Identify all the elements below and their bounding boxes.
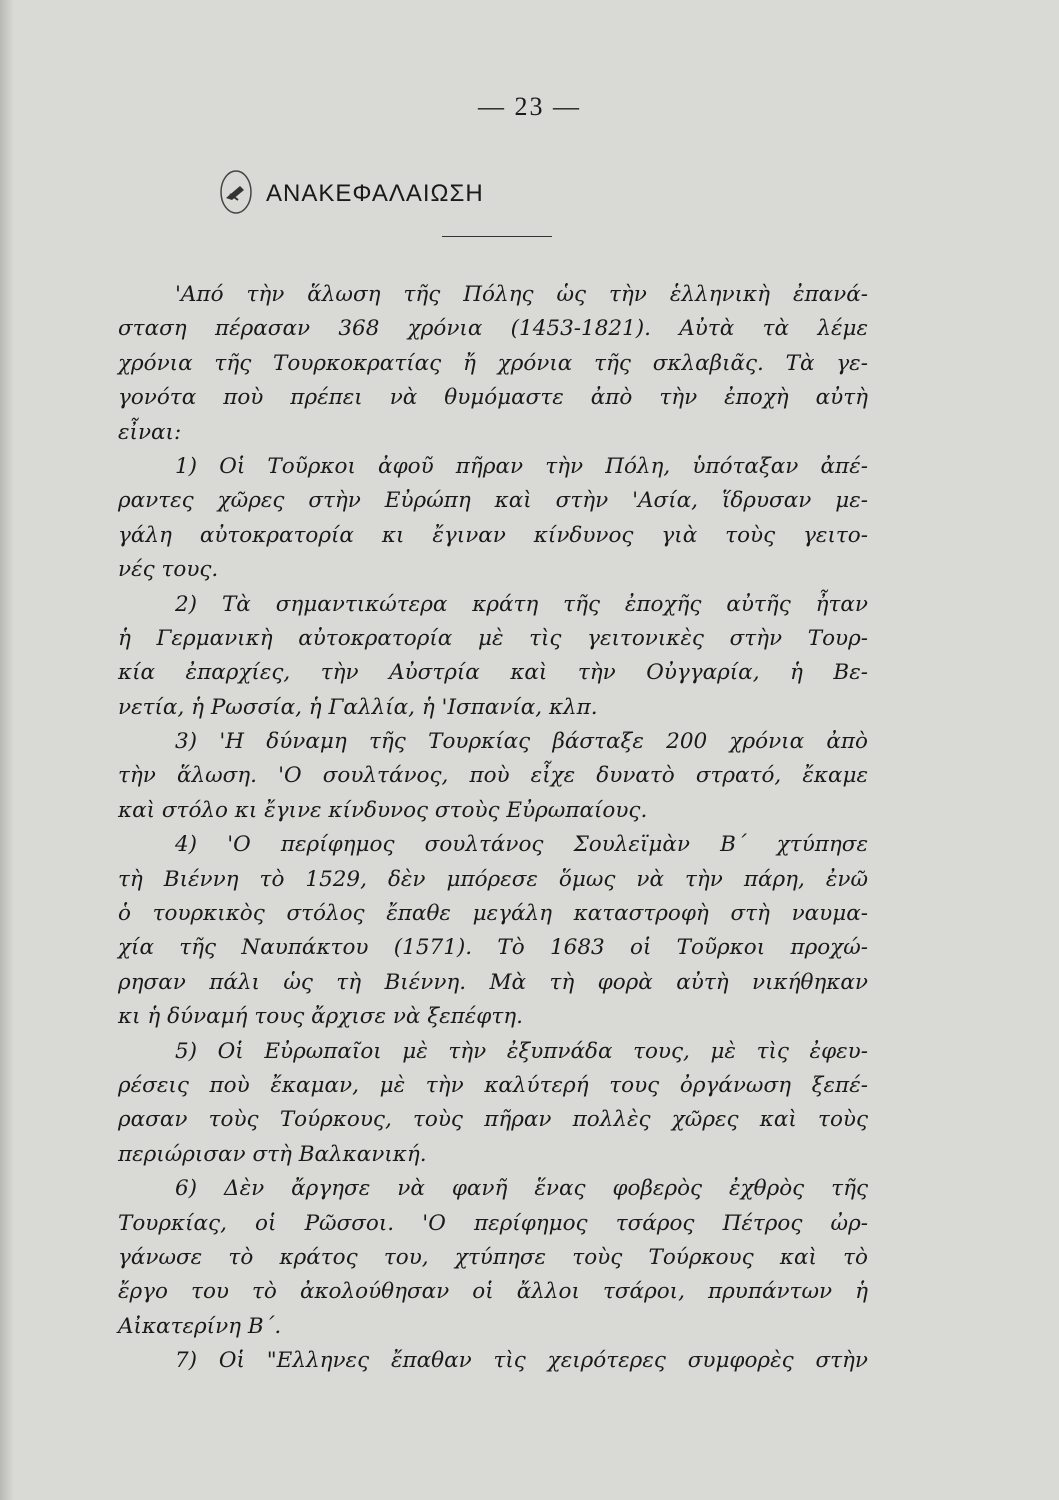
text-line: χρόνια τῆς Τουρκοκρατίας ἤ χρόνια τῆς σκλαβιᾶς. Τὰ γε- — [118, 350, 868, 376]
text-line: 3) 'Η δύναμη τῆς Τουρκίας βάσταξε 200 χρόνια ἀπὸ — [175, 729, 868, 755]
text-line: ἡ Γερμανικὴ αὐτοκρατορία μὲ τὶς γειτονικὲς στὴν Τουρ- — [118, 625, 868, 651]
text-line: γάλη αὐτοκρατορία κι ἔγιναν κίνδυνος γιὰ τοὺς γειτο- — [118, 522, 868, 548]
text-line: ὁ τουρκικὸς στόλος ἔπαθε μεγάλη καταστροφὴ στὴ ναυμα- — [118, 901, 868, 927]
text-line: 2) Τὰ σημαντικώτερα κράτη τῆς ἐποχῆς αὐτῆς ἦταν — [175, 591, 868, 617]
text-line: σταση πέρασαν 368 χρόνια (1453-1821). Αὐτὰ τὰ λέμε — [118, 316, 868, 342]
paragraph — [118, 1344, 868, 1378]
paragraph — [118, 1035, 868, 1173]
text-line: νές τους. — [118, 557, 219, 583]
text-line: Τουρκίας, οἱ Ρῶσσοι. 'Ο περίφημος τσάρος Πέτρος ὠρ- — [118, 1210, 868, 1236]
heading-title: ΑΝΑΚΕΦΑΛΑΙΩΣΗ — [266, 180, 484, 207]
text-line: 'Από τὴν ἅλωση τῆς Πόλης ὡς τὴν ἑλληνικὴ ἐπανά- — [175, 282, 868, 307]
page-edge-shadow — [0, 0, 14, 1500]
text-line: 4) 'Ο περίφημος σουλτάνος Σουλεϊμὰν Β΄ χτύπησε — [175, 832, 868, 858]
body-text — [118, 278, 868, 1379]
text-line: Αἰκατερίνη Β΄. — [118, 1313, 282, 1339]
paragraph — [118, 828, 868, 1034]
text-line: 1) Οἱ Τοῦρκοι ἀφοῦ πῆραν τὴν Πόλη, ὑπόταξαν ἀπέ- — [175, 453, 868, 479]
text-line: ρέσεις ποὺ ἔκαμαν, μὲ τὴν καλύτερή τους ὀργάνωση ξεπέ- — [118, 1072, 868, 1098]
paragraph — [118, 725, 868, 828]
text-line: ρασαν τοὺς Τούρκους, τοὺς πῆραν πολλὲς χῶρες καὶ τοὺς — [118, 1107, 868, 1133]
page-number: — 23 — — [478, 92, 581, 121]
text-line: ἔργο του τὸ ἀκολούθησαν οἱ ἄλλοι τσάροι, πρυπάντων ἡ — [118, 1279, 868, 1305]
handwritten-mark-icon — [216, 168, 256, 220]
text-line: γάνωσε τὸ κράτος του, χτύπησε τοὺς Τούρκους καὶ τὸ — [118, 1244, 868, 1270]
text-line: 6) Δὲν ἄργησε νὰ φανῆ ἕνας φοβερὸς ἐχθρὸς τῆς — [175, 1176, 868, 1202]
text-line: κία ἐπαρχίες, τὴν Αὐστρία καὶ τὴν Οὐγγαρία, ἡ Βε- — [118, 660, 868, 686]
text-line: εἶναι: — [118, 419, 182, 445]
paragraph — [118, 1172, 868, 1344]
heading-divider — [442, 236, 552, 237]
paragraph — [118, 450, 868, 588]
text-line: ραντες χῶρες στὴν Εὐρώπη καὶ στὴν 'Ασία, ἵδρυσαν με- — [118, 488, 868, 514]
text-line: κι ἡ δύναμή τους ἄρχισε νὰ ξεπέφτη. — [118, 1004, 523, 1030]
text-line: γονότα ποὺ πρέπει νὰ θυμόμαστε ἀπὸ τὴν ἐποχὴ αὐτὴ — [118, 385, 868, 411]
text-line: 5) Οἱ Εὐρωπαῖοι μὲ τὴν ἐξυπνάδα τους, μὲ τὶς ἐφευ- — [175, 1038, 868, 1064]
text-line: περιώρισαν στὴ Βαλκανική. — [118, 1141, 427, 1167]
paragraph — [118, 278, 868, 450]
text-line: τὴ Βιέννη τὸ 1529, δὲν μπόρεσε ὅμως νὰ τὴν πάρη, ἐνῶ — [118, 866, 868, 892]
text-line: ρησαν πάλι ὡς τὴ Βιέννη. Μὰ τὴ φορὰ αὐτὴ νικήθηκαν — [118, 969, 868, 995]
text-line: νετία, ἡ Ρωσσία, ἡ Γαλλία, ἡ 'Ισπανία, κλπ. — [118, 694, 598, 720]
section-heading — [216, 168, 484, 220]
text-line: τὴν ἅλωση. 'Ο σουλτάνος, ποὺ εἶχε δυνατὸ στρατό, ἔκαμε — [118, 763, 868, 789]
text-line: χία τῆς Ναυπάκτου (1571). Τὸ 1683 οἱ Τοῦρκοι προχώ- — [118, 935, 868, 961]
text-line: 7) Οἱ "Ελληνες ἔπαθαν τὶς χειρότερες συμφορὲς στὴν — [175, 1348, 868, 1374]
text-line: καὶ στόλο κι ἔγινε κίνδυνος στοὺς Εὐρωπαίους. — [118, 797, 648, 823]
paragraph — [118, 588, 868, 726]
